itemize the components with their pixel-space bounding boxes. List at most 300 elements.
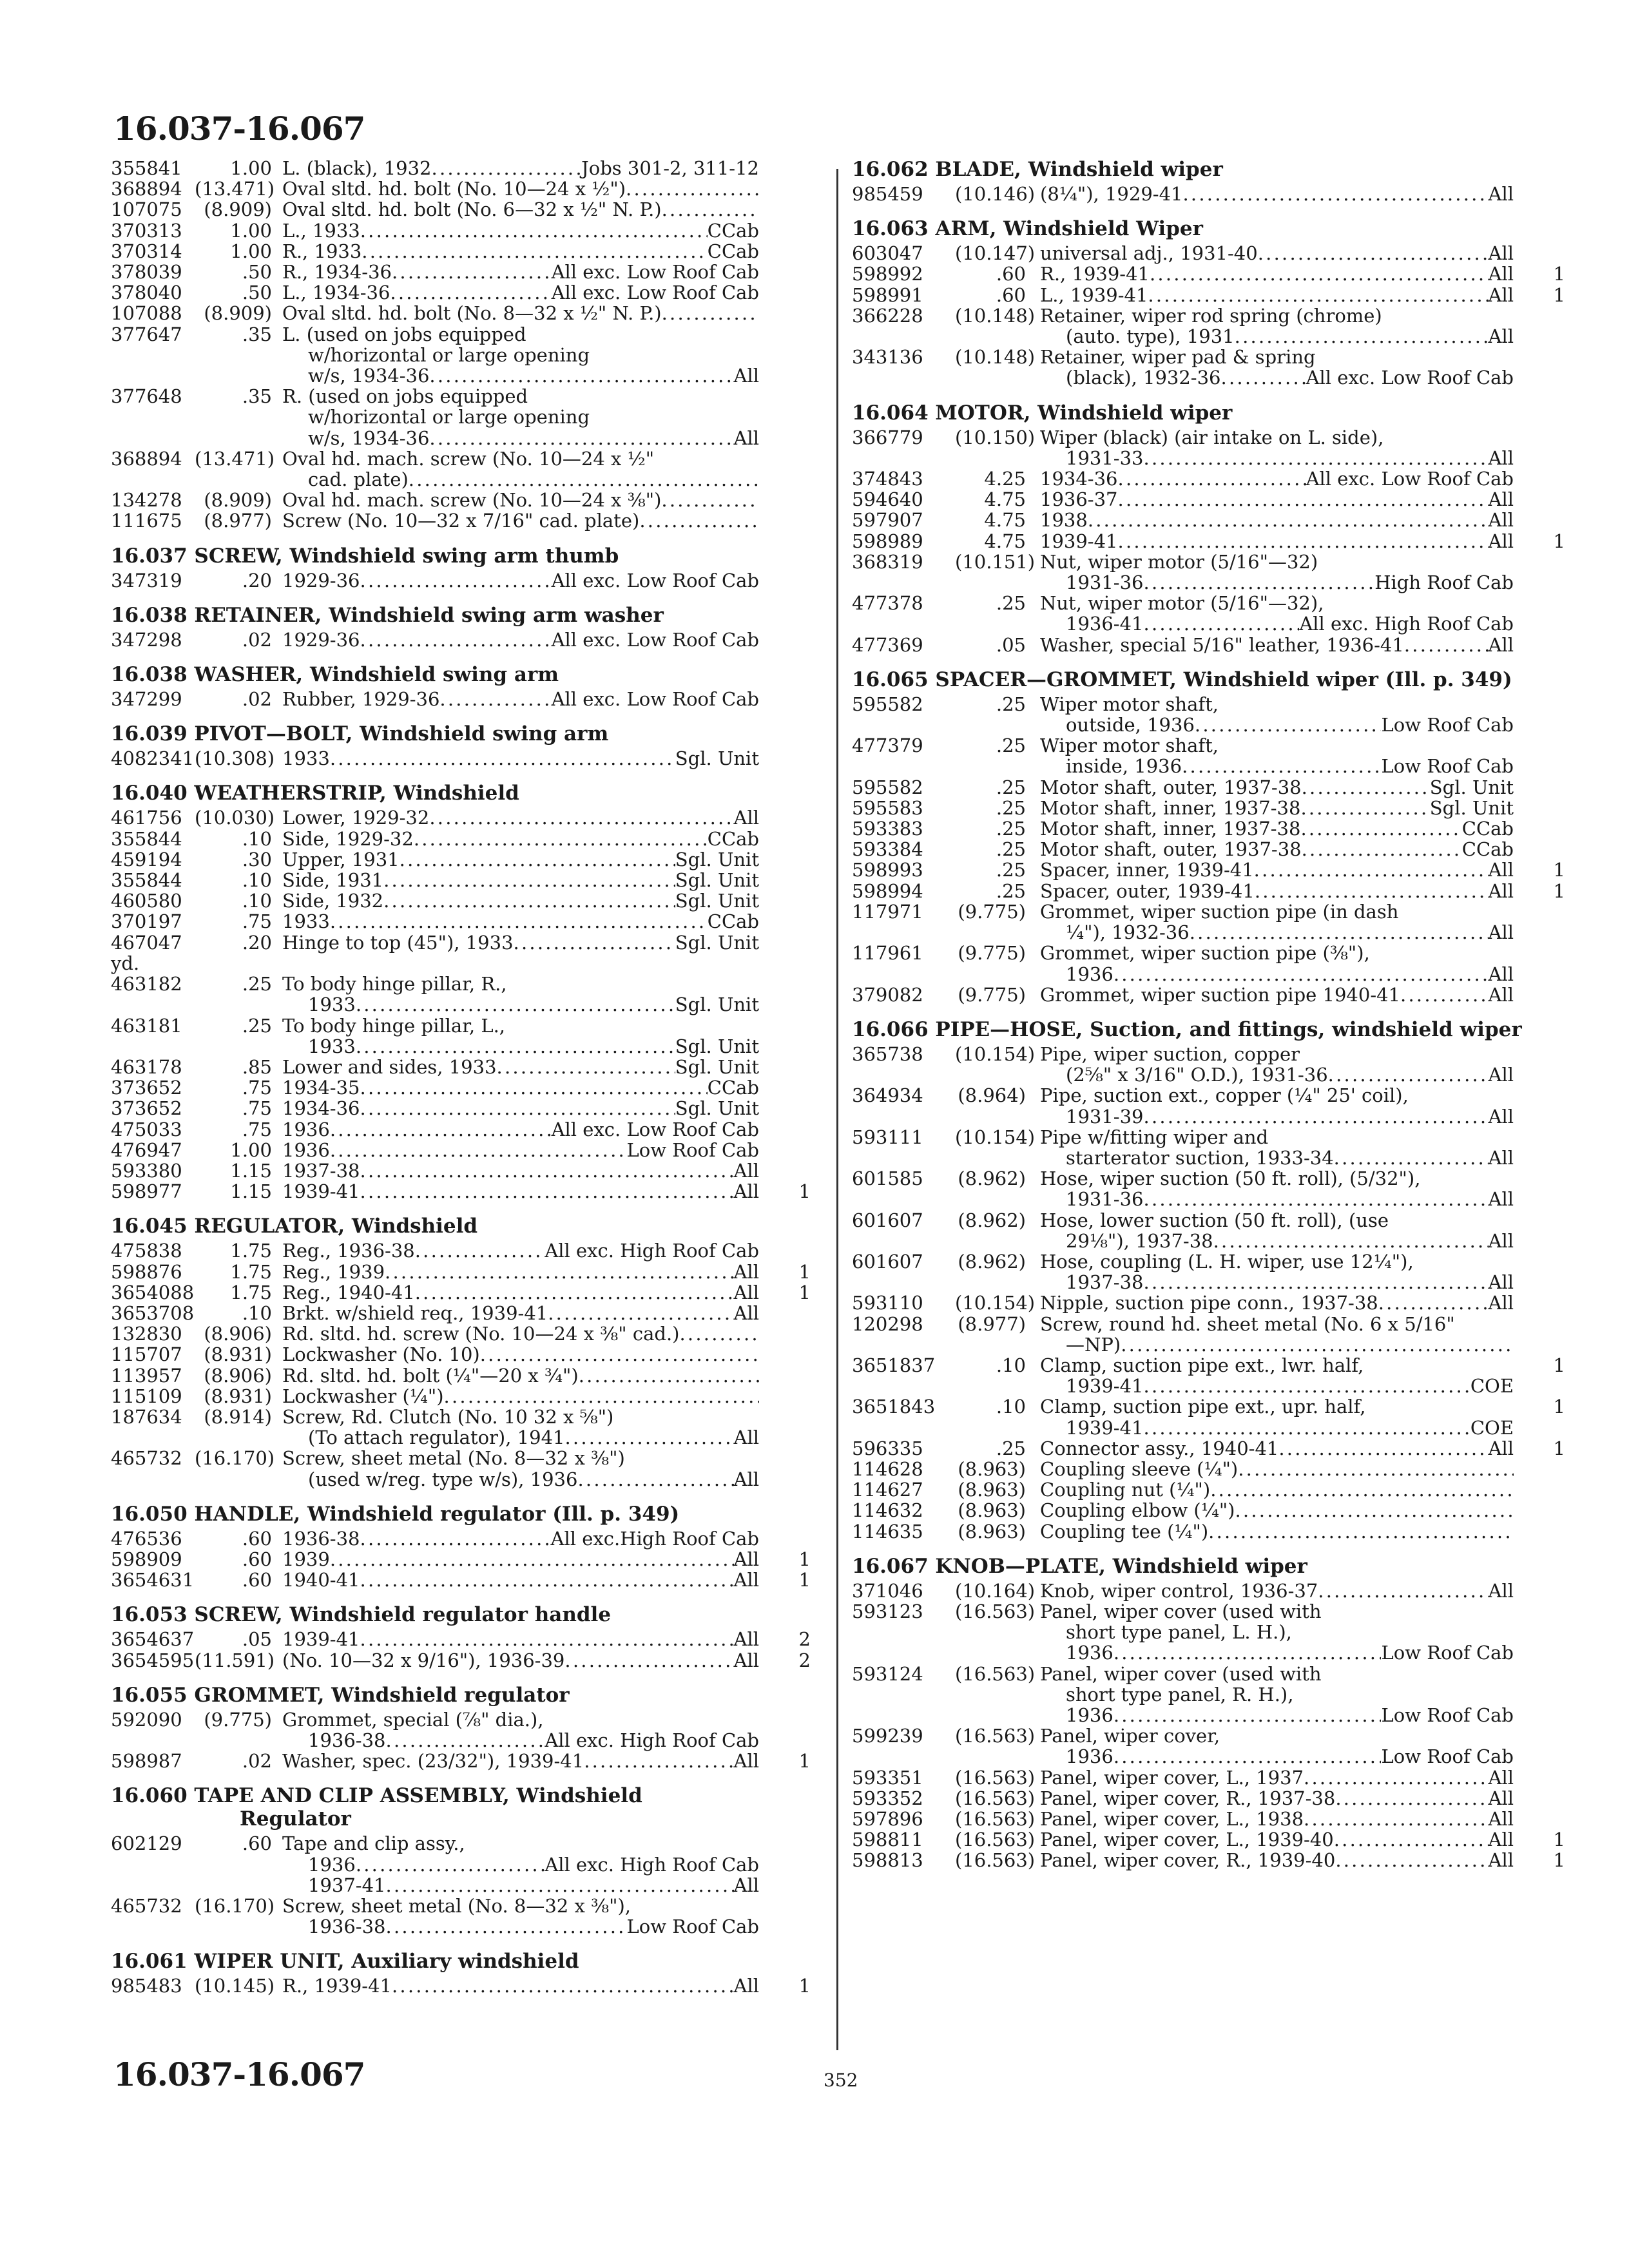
quantity: [759, 241, 811, 262]
quantity: [1514, 1459, 1565, 1479]
part-number: 3653708: [111, 1302, 195, 1324]
column-divider: [836, 169, 838, 2050]
part-price: 1.00: [230, 157, 272, 179]
part-number: 602129: [111, 1832, 182, 1855]
dot-leader: [330, 748, 675, 769]
dot-leader: [360, 629, 552, 650]
description-text: (8¼"), 1929-41: [1040, 183, 1183, 205]
spacer: [1026, 1601, 1040, 1664]
application: All: [733, 1159, 759, 1182]
description-text: 1931-36: [1066, 572, 1144, 594]
description-line: [1040, 1725, 1514, 1746]
part-description: [282, 1365, 759, 1386]
dot-leader: [1235, 1500, 1514, 1521]
spacer: [1026, 694, 1040, 735]
description-text: 1939-41: [282, 1628, 360, 1651]
part-description: [1040, 798, 1514, 818]
description-text: Rd. sltd. hd. screw (No. 10—24 x ⅜" cad.): [282, 1323, 680, 1345]
description-line: [282, 1833, 759, 1854]
part-row: [111, 1160, 820, 1181]
part-row: [111, 448, 820, 490]
application: All: [1488, 1271, 1514, 1294]
application: All: [733, 1628, 759, 1651]
left-column: [111, 158, 820, 1997]
application: CCab: [707, 910, 759, 933]
quantity: 1: [1553, 530, 1565, 552]
part-row: [111, 570, 820, 591]
part-number: 111675: [111, 510, 182, 532]
application: All: [1488, 1105, 1514, 1128]
spacer: [272, 807, 282, 828]
quantity: [759, 1303, 811, 1323]
section-title: [111, 1603, 820, 1626]
dot-leader: [1302, 839, 1462, 860]
part-number: 592090: [111, 1708, 182, 1731]
dot-leader: [386, 1916, 627, 1937]
part-price: .02: [242, 628, 272, 651]
description-text: Upper, 1931: [282, 848, 400, 870]
description-line: [282, 1015, 759, 1036]
application: All exc. High Roof Cab: [545, 1729, 759, 1751]
part-description: [282, 303, 759, 323]
application: All exc. Low Roof Cab: [551, 569, 759, 591]
quantity: [1514, 1479, 1565, 1500]
part-price: (9.775): [204, 1708, 272, 1731]
dot-leader: [579, 1365, 759, 1386]
description-line: [1040, 1251, 1514, 1272]
description-line: [282, 386, 759, 407]
part-price: .25: [996, 879, 1026, 902]
description-line: [282, 220, 759, 241]
part-row: [852, 243, 1570, 264]
application: All exc. Low Roof Cab: [1306, 367, 1514, 389]
description-text: ¼"), 1932-36: [1066, 921, 1190, 944]
quantity: [1514, 1044, 1565, 1085]
part-number: 598813: [852, 1849, 923, 1872]
description-line: [282, 570, 759, 591]
part-number: 343136: [852, 346, 923, 369]
description-text: Clamp, suction pipe ext., upr. half,: [1040, 1396, 1366, 1418]
part-row: [111, 1262, 820, 1282]
part-description: [1040, 1581, 1514, 1601]
description-text: Washer, spec. (23/32"), 1939-41: [282, 1750, 584, 1773]
part-number: 601607: [852, 1250, 923, 1273]
quantity: 2: [798, 1649, 811, 1671]
part-row: [852, 1438, 1570, 1459]
quantity: [1514, 1500, 1565, 1521]
description-line: [1040, 531, 1514, 552]
section-title-text: 16.066 PIPE—HOSE, Suction, and fittings, windshield wiper: [852, 1017, 1522, 1041]
part-row: [111, 807, 820, 828]
part-price: .05: [242, 1628, 272, 1651]
part-price: .25: [242, 1014, 272, 1037]
description-text: Screw (No. 10—32 x 7/16" cad. plate): [282, 510, 640, 532]
spacer: [1026, 264, 1040, 284]
part-description: [282, 570, 759, 591]
dot-leader: [414, 829, 708, 849]
part-row: [111, 1896, 820, 1937]
part-price: 4.75: [984, 530, 1026, 552]
spacer: [272, 689, 282, 709]
dot-leader: [1144, 1376, 1470, 1396]
part-description: [1040, 1500, 1514, 1521]
part-description: [1040, 901, 1514, 943]
part-number: 459194: [111, 848, 182, 870]
part-description: [282, 241, 759, 262]
description-line: [282, 407, 759, 427]
quantity: [1514, 593, 1565, 634]
dot-leader: [1278, 1438, 1488, 1459]
part-price: (10.146): [955, 183, 1036, 205]
description-line: [1040, 756, 1514, 776]
description-text: Nut, wiper motor (5/16"—32),: [1040, 592, 1324, 615]
part-row: [852, 593, 1570, 634]
part-price: .02: [242, 688, 272, 711]
quantity: [759, 974, 811, 1015]
part-number: 598909: [111, 1548, 182, 1570]
description-text: Hose, wiper suction (50 ft. roll), (5/32"),: [1040, 1168, 1421, 1190]
part-number: 598994: [852, 879, 923, 902]
spacer: [1026, 1767, 1040, 1788]
part-number: 985483: [111, 1975, 182, 1997]
quantity: [759, 689, 811, 709]
dot-leader: [1304, 1767, 1488, 1788]
description-text: Hinge to top (45"), 1933: [282, 931, 514, 954]
part-price: (16.563): [955, 1808, 1036, 1831]
part-description: [1040, 881, 1514, 901]
part-number: 598992: [852, 263, 923, 285]
application: COE: [1470, 1375, 1514, 1398]
part-price: (16.563): [955, 1725, 1036, 1747]
part-description: [282, 1549, 759, 1570]
part-number: 117961: [852, 942, 923, 965]
part-price: 1.00: [230, 240, 272, 262]
part-price: 1.00: [230, 1139, 272, 1161]
application: Sgl. Unit: [675, 1055, 759, 1078]
spacer: [272, 1407, 282, 1448]
dot-leader: [360, 1181, 734, 1202]
spacer: [1026, 1438, 1040, 1459]
description-text: Panel, wiper cover, L., 1938: [1040, 1808, 1304, 1831]
description-line: [282, 1427, 759, 1448]
part-price: .75: [242, 1118, 272, 1140]
spacer: [1026, 1664, 1040, 1726]
spacer: [272, 1077, 282, 1098]
spacer: [1026, 510, 1040, 530]
part-price: (8.963): [958, 1520, 1026, 1542]
description-text: L., 1939-41: [1040, 284, 1148, 306]
part-price: (10.308): [195, 747, 275, 770]
dot-leader: [548, 1303, 733, 1323]
dot-leader: [360, 1570, 734, 1590]
dot-leader: [1121, 1334, 1514, 1355]
part-row: [852, 881, 1570, 901]
part-row: [852, 1293, 1570, 1313]
application: All exc. Low Roof Cab: [551, 688, 759, 711]
spacer: [272, 1570, 282, 1590]
description-line: [282, 1730, 759, 1751]
part-number: 594640: [852, 488, 923, 511]
description-line: [282, 1262, 759, 1282]
part-price: 1.15: [230, 1180, 272, 1203]
dot-leader: [360, 1077, 708, 1098]
quantity: [1514, 798, 1565, 818]
part-row: [111, 1709, 820, 1751]
application: All exc. High Roof Cab: [545, 1853, 759, 1876]
part-number: 347299: [111, 688, 182, 711]
part-description: [1040, 531, 1514, 552]
application: All: [1488, 1188, 1514, 1211]
description-text: Side, 1932: [282, 890, 384, 912]
description-text: 1934-36: [282, 1097, 360, 1120]
section-title: [111, 1503, 820, 1526]
description-text: Screw, round hd. sheet metal (No. 6 x 5/16": [1040, 1312, 1455, 1335]
part-price: (8.962): [958, 1168, 1026, 1190]
application: All: [1488, 1766, 1514, 1789]
description-line: [1040, 468, 1514, 489]
description-text: Reg., 1936-38: [282, 1240, 415, 1262]
part-price: (10.154): [955, 1043, 1036, 1065]
description-line: [1040, 613, 1514, 634]
part-price: (11.591): [195, 1649, 275, 1671]
description-text: L. (black), 1932: [282, 157, 432, 179]
spacer: [272, 849, 282, 870]
part-description: [1040, 552, 1514, 593]
part-price: (8.977): [958, 1312, 1026, 1335]
part-description: [282, 1407, 759, 1448]
dot-leader: [1254, 860, 1489, 880]
part-row: [111, 829, 820, 849]
dot-leader: [383, 890, 675, 911]
spacer: [272, 890, 282, 911]
part-row: [111, 386, 820, 448]
description-line: [1040, 489, 1514, 510]
description-line: [1040, 510, 1514, 530]
section-title: [852, 1555, 1570, 1578]
spacer: [272, 1119, 282, 1140]
part-description: [282, 1344, 759, 1365]
part-price: .20: [242, 569, 272, 591]
part-number: 378039: [111, 261, 182, 284]
part-description: [1040, 1521, 1514, 1542]
quantity: [759, 158, 811, 178]
spacer: [1026, 1725, 1040, 1767]
part-number: 598993: [852, 859, 923, 881]
part-row: [852, 1601, 1570, 1664]
part-number: 368894: [111, 178, 182, 200]
spacer: [1026, 1788, 1040, 1809]
part-price: (16.563): [955, 1829, 1036, 1851]
part-description: [282, 748, 759, 769]
part-number: 477369: [852, 633, 923, 656]
quantity: [759, 1896, 811, 1937]
quantity: [1514, 1314, 1565, 1355]
dot-leader: [1148, 285, 1488, 305]
description-text: (black), 1932-36: [1066, 367, 1221, 389]
dot-leader: [1335, 1850, 1488, 1870]
description-line: [1040, 1500, 1514, 1521]
part-description: [282, 1119, 759, 1140]
part-description: [282, 1386, 759, 1407]
part-description: [282, 1570, 759, 1590]
part-description: [1040, 1601, 1514, 1664]
part-row: [852, 1210, 1570, 1251]
application: Sgl. Unit: [675, 1035, 759, 1057]
part-row: [852, 531, 1570, 552]
part-row: [111, 629, 820, 650]
description-line: [1040, 1746, 1514, 1767]
dot-leader: [584, 1751, 733, 1771]
description-line: [1040, 572, 1514, 593]
quantity: [1514, 1788, 1565, 1809]
dot-leader: [662, 199, 759, 220]
description-text: Coupling elbow (¼"): [1040, 1499, 1235, 1522]
part-row: [111, 748, 820, 769]
description-text: 1929-36: [282, 628, 360, 651]
application: All: [733, 1427, 759, 1449]
spacer: [272, 870, 282, 890]
description-line: [282, 1448, 759, 1468]
quantity: 1: [1553, 1829, 1565, 1851]
quantity: [1514, 1664, 1565, 1726]
description-line: [1040, 1064, 1514, 1085]
description-line: [282, 1140, 759, 1160]
section-title-text: 16.055 GROMMET, Windshield regulator: [111, 1683, 570, 1707]
description-line: [1040, 448, 1514, 468]
part-price: (9.775): [958, 942, 1026, 965]
description-line: [282, 345, 759, 365]
part-description: [282, 1975, 759, 1996]
part-price: (16.563): [955, 1662, 1036, 1685]
part-row: [111, 1365, 820, 1386]
part-number: 601585: [852, 1168, 923, 1190]
part-row: [111, 1077, 820, 1098]
description-line: [1040, 1705, 1514, 1725]
part-row: [111, 1650, 820, 1671]
description-line: [282, 241, 759, 262]
description-line: [1040, 881, 1514, 901]
part-row: [111, 911, 820, 932]
application: All: [1488, 963, 1514, 985]
application: Sgl. Unit: [675, 1097, 759, 1120]
part-number: 463182: [111, 973, 182, 995]
part-price: .25: [996, 1437, 1026, 1459]
section-title: [111, 1950, 820, 1973]
description-line: [282, 748, 759, 769]
spacer: [272, 629, 282, 650]
part-description: [282, 1833, 759, 1896]
part-number: 595583: [852, 796, 923, 819]
part-number: 378040: [111, 282, 182, 304]
quantity: 1: [1553, 1849, 1565, 1872]
description-text: Retainer, wiper pad & spring: [1040, 346, 1316, 369]
description-line: [282, 1469, 759, 1490]
spacer: [1026, 1521, 1040, 1542]
description-line: [1040, 1459, 1514, 1479]
quantity: [759, 629, 811, 650]
description-line: [1040, 347, 1514, 367]
dot-leader: [1118, 489, 1489, 510]
part-row: [111, 1015, 820, 1057]
spacer: [272, 1160, 282, 1181]
part-price: .60: [242, 1548, 272, 1570]
spacer: [272, 1140, 282, 1160]
quantity: [759, 324, 811, 387]
quantity: [759, 1057, 811, 1077]
spacer: [1026, 1581, 1040, 1601]
part-number: 366228: [852, 304, 923, 327]
section-title: [852, 217, 1570, 240]
part-row: [852, 184, 1570, 204]
part-number: 596335: [852, 1437, 923, 1459]
spacer: [1026, 860, 1040, 880]
section-title-text: 16.037 SCREW, Windshield swing arm thumb: [111, 544, 619, 568]
section-title: [852, 1018, 1570, 1041]
description-text: Lockwasher (¼"): [282, 1385, 444, 1407]
application: Sgl. Unit: [675, 747, 759, 770]
part-number: 598989: [852, 530, 923, 552]
spacer: [272, 324, 282, 387]
part-description: [1040, 1314, 1514, 1355]
application: Low Roof Cab: [626, 1916, 759, 1938]
dot-leader: [1300, 818, 1461, 839]
spacer: [1026, 593, 1040, 634]
part-number: 3651843: [852, 1396, 936, 1418]
description-line: [282, 469, 759, 490]
description-line: [1040, 427, 1514, 448]
spacer: [1026, 798, 1040, 818]
description-line: [282, 890, 759, 911]
application: Low Roof Cab: [626, 1139, 759, 1161]
part-description: [282, 1077, 759, 1098]
description-line: [1040, 1438, 1514, 1459]
description-text: Oval sltd. hd. bolt (No. 8—32 x ½" N. P.): [282, 302, 662, 325]
description-text: 1931-39: [1066, 1105, 1144, 1128]
quantity: [759, 1386, 811, 1407]
part-description: [282, 220, 759, 241]
part-price: (10.164): [955, 1579, 1036, 1602]
part-row: [852, 1314, 1570, 1355]
description-line: [282, 1875, 759, 1896]
description-text: short type panel, L. H.),: [1066, 1621, 1292, 1644]
section-title-text: 16.063 ARM, Windshield Wiper: [852, 217, 1203, 241]
part-description: [282, 1323, 759, 1344]
part-row: [852, 1850, 1570, 1870]
spacer: [1026, 427, 1040, 468]
part-row: [111, 510, 820, 531]
part-row: [852, 798, 1570, 818]
part-description: [1040, 285, 1514, 305]
description-line: [1040, 901, 1514, 922]
quantity: [1514, 839, 1565, 860]
description-line: [282, 1119, 759, 1140]
part-row: [852, 735, 1570, 776]
quantity: [759, 262, 811, 282]
part-price: .25: [996, 859, 1026, 881]
description-text: 29⅛"), 1937-38: [1066, 1229, 1213, 1252]
dot-leader: [1182, 756, 1381, 776]
part-price: 1.75: [230, 1281, 272, 1303]
part-description: [1040, 305, 1514, 347]
part-row: [111, 974, 820, 1015]
quantity: 1: [798, 1750, 811, 1773]
part-price: .25: [996, 796, 1026, 819]
part-description: [282, 262, 759, 282]
description-text: (To attach regulator), 1941: [308, 1427, 565, 1449]
dot-leader: [577, 1469, 733, 1490]
spacer: [1026, 901, 1040, 943]
description-text: Reg., 1940-41: [282, 1281, 415, 1303]
